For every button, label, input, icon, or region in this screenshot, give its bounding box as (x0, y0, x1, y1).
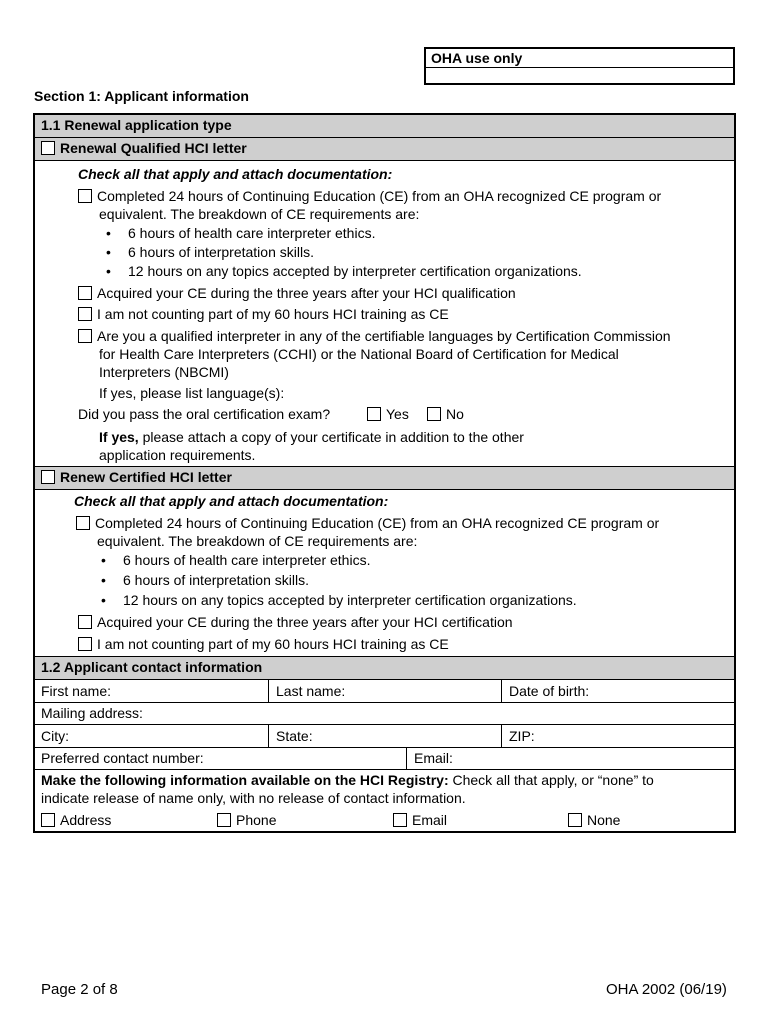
registry-instruction (41, 771, 654, 790)
none-label: None (587, 812, 621, 828)
opt2-acquired-label: Acquired your CE during the three years after your HCI certification (97, 614, 513, 630)
opt1-instruction: Check all that apply and attach documentation: (78, 166, 393, 182)
opt2-bullet-3: • 12 hours on any topics accepted by interpreter certification organizations. (123, 591, 577, 610)
opt1-qualified-line2: for Health Care Interpreters (CCHI) or the National Board of Certification for Medical (99, 346, 619, 362)
opt2-bullet-1: • 6 hours of health care interpreter ethics. (123, 551, 370, 570)
oral-exam-yes-label: Yes (386, 406, 409, 422)
oral-exam-no-label: No (446, 406, 464, 422)
section-1-2-title: 1.2 Applicant contact information (41, 659, 263, 675)
registry-rest: Check all that apply, or “none” to (448, 772, 654, 788)
opt1-if-yes-bold: If yes, (99, 429, 139, 445)
registry-option-email (393, 811, 447, 830)
opt1-if-yes-line2: application requirements. (99, 447, 256, 463)
renew-certified-label: Renew Certified HCI letter (60, 469, 232, 485)
opt1-ce-item (78, 187, 661, 206)
address-checkbox[interactable] (41, 813, 55, 827)
zip-field[interactable]: ZIP: (509, 728, 535, 744)
registry-option-address (41, 811, 111, 830)
address-label: Address (60, 812, 112, 828)
first-name-field[interactable]: First name: (41, 683, 112, 699)
opt2-acquired-checkbox[interactable] (78, 615, 92, 629)
section-1-1-header (35, 115, 734, 137)
renewal-qualified-row (35, 138, 734, 160)
opt2-ce-checkbox[interactable] (76, 516, 90, 530)
city-field[interactable]: City: (41, 728, 69, 744)
opt2-not-counting-checkbox[interactable] (78, 637, 92, 651)
opt1-bullet-3: • 12 hours on any topics accepted by interpreter certification organizations. (128, 262, 582, 281)
opt1-oral-exam-question: Did you pass the oral certification exam? (78, 406, 331, 422)
state-field[interactable]: State: (276, 728, 313, 744)
preferred-contact-field[interactable]: Preferred contact number: (41, 750, 204, 766)
opt1-qualified-line3: Interpreters (NBCMI) (99, 364, 229, 380)
oral-exam-no-checkbox[interactable] (427, 407, 441, 421)
opt2-bullet-2: • 6 hours of interpretation skills. (123, 571, 309, 590)
opt1-ce-line2: equivalent. The breakdown of CE requirements are: (99, 206, 420, 222)
oral-exam-yes-checkbox[interactable] (367, 407, 381, 421)
opt1-not-counting-item (78, 305, 449, 324)
registry-option-none (568, 811, 620, 830)
opt1-qualified-line1: Are you a qualified interpreter in any of the certifiable languages by Certification Commission (97, 328, 671, 344)
opt1-bullet-2: • 6 hours of interpretation skills. (128, 243, 314, 262)
opt1-qualified-item (78, 327, 671, 346)
email-checkbox[interactable] (393, 813, 407, 827)
registry-option-phone (217, 811, 276, 830)
opt1-qualified-checkbox[interactable] (78, 329, 92, 343)
opt1-not-counting-checkbox[interactable] (78, 307, 92, 321)
oha-use-only-box (424, 47, 735, 85)
section-1-2-header (35, 657, 734, 679)
opt1-not-counting-label: I am not counting part of my 60 hours HCI training as CE (97, 306, 449, 322)
opt2-ce-line2: equivalent. The breakdown of CE requirements are: (97, 533, 418, 549)
opt1-if-yes-note (99, 428, 524, 447)
opt2-ce-line1: Completed 24 hours of Continuing Education (CE) from an OHA recognized CE program or (95, 515, 660, 531)
none-checkbox[interactable] (568, 813, 582, 827)
email-label: Email (412, 812, 448, 828)
date-of-birth-field[interactable]: Date of birth: (509, 683, 590, 699)
opt1-acquired-label: Acquired your CE during the three years after your HCI qualification (97, 285, 516, 301)
opt1-if-yes-rest: please attach a copy of your certificate in addition to the other (138, 429, 524, 445)
mailing-address-field[interactable]: Mailing address: (41, 705, 143, 721)
opt2-not-counting-item (78, 635, 449, 654)
form-number: OHA 2002 (06/19) (606, 981, 727, 998)
page-number: Page 2 of 8 (41, 981, 118, 998)
opt2-not-counting-label: I am not counting part of my 60 hours HCI training as CE (97, 636, 449, 652)
section-title: Section 1: Applicant information (34, 88, 249, 104)
opt1-oral-exam-yes (367, 405, 409, 424)
opt1-ce-checkbox[interactable] (78, 189, 92, 203)
opt1-list-languages: If yes, please list language(s): (99, 385, 285, 401)
section-1-1-title: 1.1 Renewal application type (41, 117, 232, 133)
renewal-qualified-checkbox[interactable] (41, 141, 55, 155)
opt2-acquired-item (78, 613, 513, 632)
phone-label: Phone (236, 812, 277, 828)
opt2-instruction: Check all that apply and attach documentation: (74, 493, 389, 509)
registry-bold: Make the following information available on the HCI Registry: (41, 772, 449, 788)
opt1-acquired-item (78, 284, 516, 303)
registry-line2: indicate release of name only, with no release of contact information. (41, 790, 466, 806)
email-field[interactable]: Email: (414, 750, 453, 766)
opt1-bullet-1: • 6 hours of health care interpreter ethics. (128, 224, 375, 243)
renewal-qualified-label: Renewal Qualified HCI letter (60, 140, 247, 156)
renew-certified-checkbox[interactable] (41, 470, 55, 484)
last-name-field[interactable]: Last name: (276, 683, 346, 699)
phone-checkbox[interactable] (217, 813, 231, 827)
opt1-oral-exam-no (427, 405, 464, 424)
opt1-acquired-checkbox[interactable] (78, 286, 92, 300)
renew-certified-row (35, 467, 734, 489)
opt1-ce-line1: Completed 24 hours of Continuing Education (CE) from an OHA recognized CE program or (97, 188, 662, 204)
oha-use-only-title: OHA use only (426, 49, 733, 68)
opt2-ce-item (76, 514, 659, 533)
